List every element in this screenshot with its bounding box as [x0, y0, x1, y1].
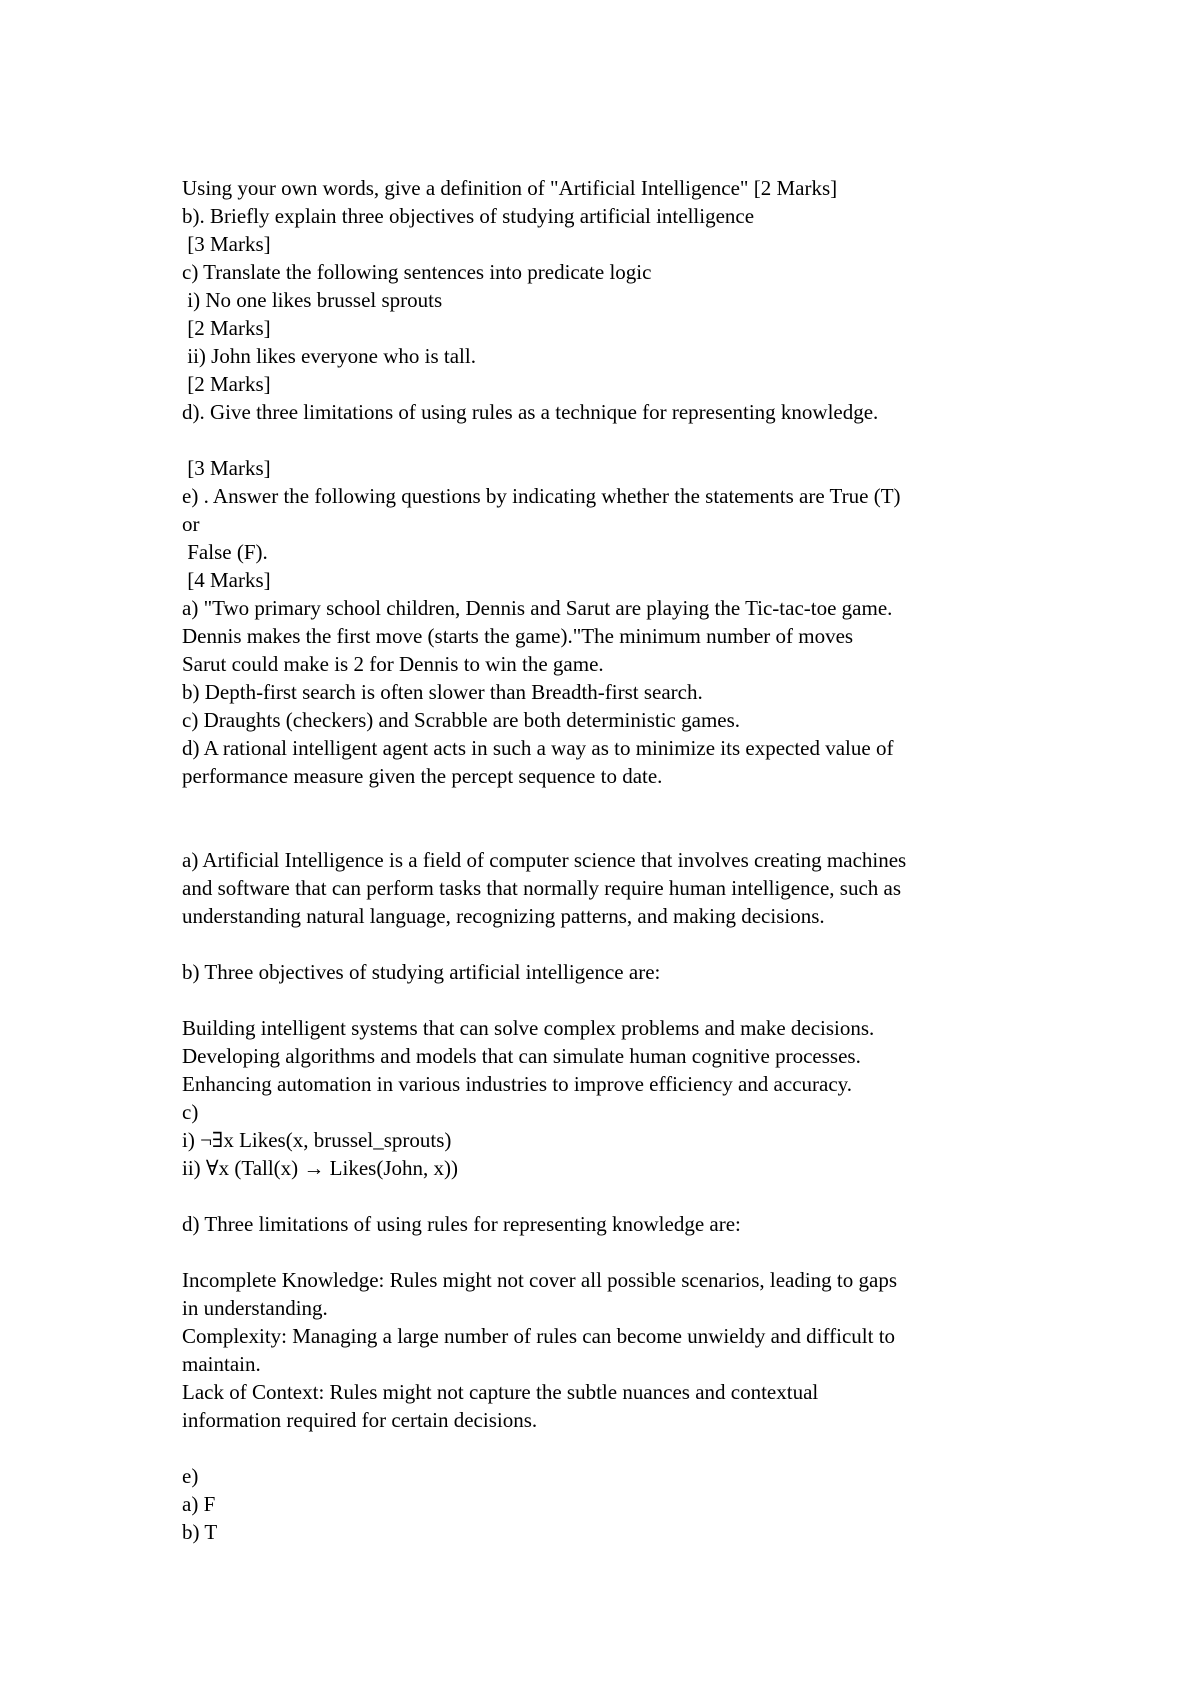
blank-line — [182, 930, 1062, 958]
question-e-d-line-2: performance measure given the percept sequence to date. — [182, 764, 663, 788]
question-e-line-2: or — [182, 512, 200, 536]
blank-line — [182, 426, 1062, 454]
answer-b-item-1: Building intelligent systems that can solve complex problems and make decisions. — [182, 1016, 875, 1040]
question-e-marks: [4 Marks] — [182, 568, 271, 592]
answer-e-b: b) T — [182, 1520, 218, 1544]
answer-d-item-1-line-1: Incomplete Knowledge: Rules might not cover all possible scenarios, leading to gaps — [182, 1268, 898, 1292]
question-c-ii: ii) John likes everyone who is tall. — [182, 344, 476, 368]
answer-c-label: c) — [182, 1100, 199, 1124]
question-c-ii-marks: [2 Marks] — [182, 372, 271, 396]
question-e-a-line-2: Dennis makes the first move (starts the game)."The minimum number of moves — [182, 624, 854, 648]
answer-d-item-2-line-1: Complexity: Managing a large number of rules can become unwieldy and difficult to — [182, 1324, 896, 1348]
answer-a-line-1: a) Artificial Intelligence is a field of computer science that involves creating machines — [182, 848, 907, 872]
answer-c-ii: ii) ∀x (Tall(x) → Likes(John, x)) — [182, 1156, 458, 1180]
question-b: b). Briefly explain three objectives of studying artificial intelligence — [182, 204, 755, 228]
answer-e-label: e) — [182, 1464, 199, 1488]
blank-line — [182, 1182, 1062, 1210]
question-c-i-marks: [2 Marks] — [182, 316, 271, 340]
answer-c-i: i) ¬∃x Likes(x, brussel_sprouts) — [182, 1128, 452, 1152]
question-d-marks: [3 Marks] — [182, 456, 271, 480]
answer-d-item-3-line-2: information required for certain decisions. — [182, 1408, 538, 1432]
answer-d-item-1-line-2: in understanding. — [182, 1296, 328, 1320]
question-e-d-line-1: d) A rational intelligent agent acts in such a way as to minimize its expected value of — [182, 736, 894, 760]
question-e-line-3: False (F). — [182, 540, 268, 564]
question-c-i: i) No one likes brussel sprouts — [182, 288, 443, 312]
question-e-c: c) Draughts (checkers) and Scrabble are both deterministic games. — [182, 708, 741, 732]
answer-b-item-3: Enhancing automation in various industries to improve efficiency and accuracy. — [182, 1072, 853, 1096]
section-gap — [182, 790, 1062, 846]
document-body — [182, 174, 1062, 1546]
question-a: Using your own words, give a definition of "Artificial Intelligence" [2 Marks] — [182, 176, 838, 200]
question-d: d). Give three limitations of using rules as a technique for representing knowledge. — [182, 400, 879, 424]
answer-b-item-2: Developing algorithms and models that can simulate human cognitive processes. — [182, 1044, 861, 1068]
question-c: c) Translate the following sentences into predicate logic — [182, 260, 652, 284]
blank-line — [182, 986, 1062, 1014]
question-b-marks: [3 Marks] — [182, 232, 271, 256]
blank-line — [182, 1434, 1062, 1462]
question-e-a-line-3: Sarut could make is 2 for Dennis to win the game. — [182, 652, 604, 676]
answer-d-item-3-line-1: Lack of Context: Rules might not capture the subtle nuances and contextual — [182, 1380, 819, 1404]
answer-e-a: a) F — [182, 1492, 216, 1516]
answer-d-item-2-line-2: maintain. — [182, 1352, 261, 1376]
question-e-line-1: e) . Answer the following questions by indicating whether the statements are True (T) — [182, 484, 901, 508]
answer-a-line-2: and software that can perform tasks that normally require human intelligence, such as — [182, 876, 902, 900]
blank-line — [182, 1238, 1062, 1266]
question-e-a-line-1: a) "Two primary school children, Dennis and Sarut are playing the Tic-tac-toe game. — [182, 596, 893, 620]
question-e-b: b) Depth-first search is often slower than Breadth-first search. — [182, 680, 703, 704]
answer-b-intro: b) Three objectives of studying artificial intelligence are: — [182, 960, 661, 984]
answer-a-line-3: understanding natural language, recognizing patterns, and making decisions. — [182, 904, 825, 928]
answer-d-intro: d) Three limitations of using rules for representing knowledge are: — [182, 1212, 741, 1236]
